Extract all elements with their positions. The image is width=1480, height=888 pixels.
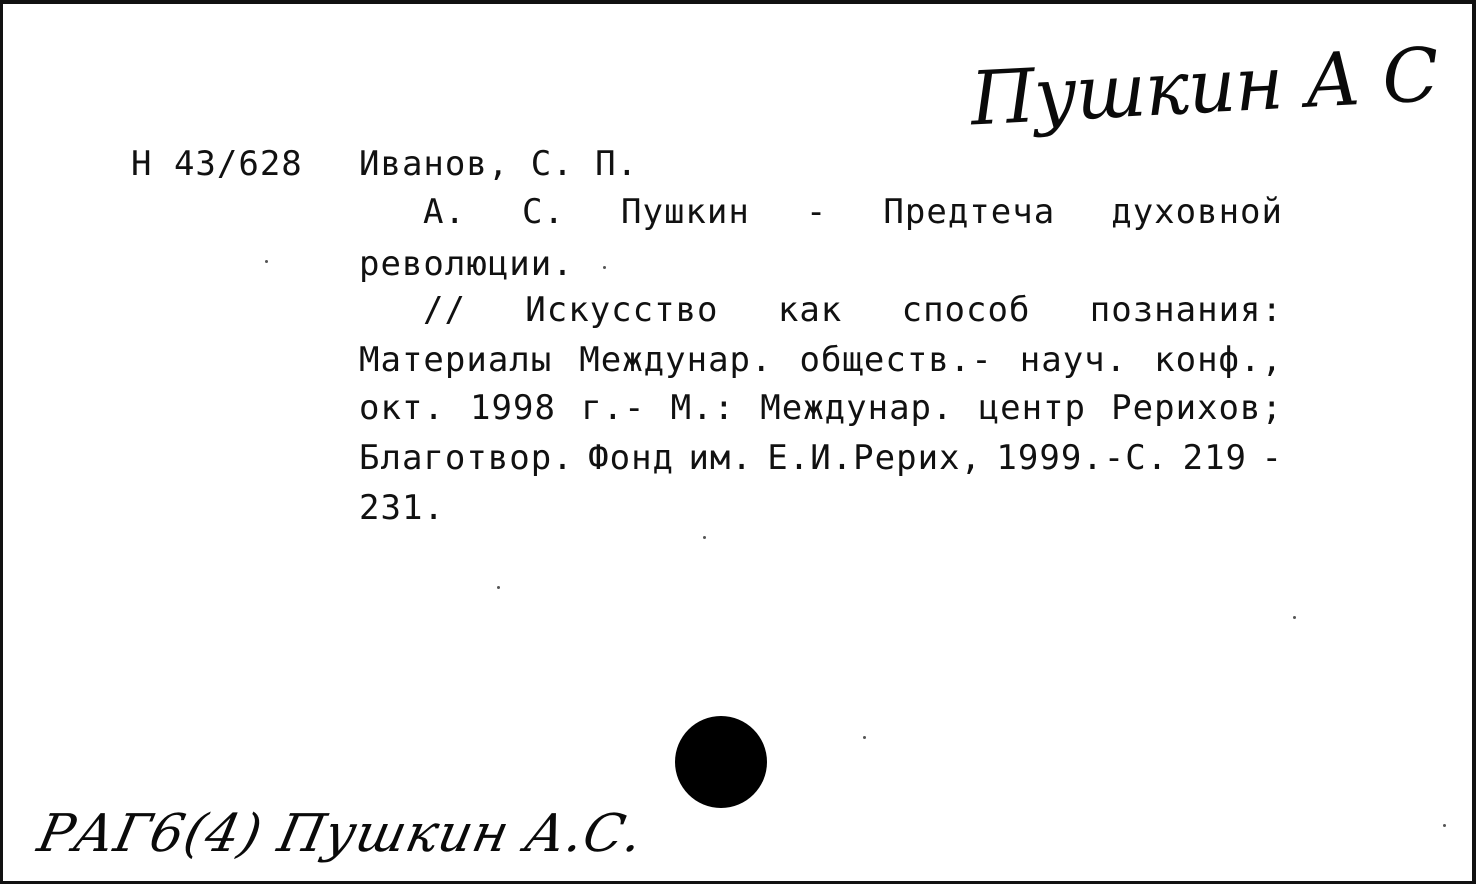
word: 1999.-С. bbox=[996, 438, 1169, 478]
word: Междунар. bbox=[579, 340, 773, 380]
word: им. bbox=[688, 438, 753, 478]
word: Материалы bbox=[359, 340, 553, 380]
author-heading: Иванов, С. П. bbox=[359, 144, 639, 184]
word: центр bbox=[978, 388, 1086, 428]
word: Искусство bbox=[525, 290, 719, 330]
title-line-1 bbox=[359, 192, 1283, 232]
word: г.- bbox=[581, 388, 646, 428]
word: науч. bbox=[1019, 340, 1128, 380]
source-line-3 bbox=[359, 388, 1283, 428]
word: окт. bbox=[359, 388, 445, 428]
word: Благотвор. bbox=[359, 438, 574, 478]
word: конф., bbox=[1154, 340, 1283, 380]
card-edge-gap bbox=[3, 0, 463, 4]
word: Пушкин bbox=[621, 192, 750, 232]
word: - bbox=[805, 192, 828, 232]
scan-speck bbox=[863, 736, 866, 739]
word: - bbox=[1261, 438, 1283, 478]
word: познания: bbox=[1089, 290, 1283, 330]
word: С. bbox=[522, 192, 565, 232]
scan-speck bbox=[1293, 616, 1296, 619]
scan-speck bbox=[703, 536, 706, 539]
word: Рерихов; bbox=[1111, 388, 1283, 428]
punch-hole bbox=[675, 716, 767, 808]
scan-speck bbox=[265, 260, 268, 263]
source-line-2 bbox=[359, 340, 1283, 380]
shelf-mark: Н 43/628 bbox=[131, 144, 303, 184]
handwritten-classification: РАГ6(4) Пушкин А.С. bbox=[32, 804, 649, 864]
word: 1998 bbox=[470, 388, 556, 428]
word: духовной bbox=[1111, 192, 1283, 232]
scan-speck bbox=[1443, 824, 1446, 827]
scan-speck bbox=[497, 586, 500, 589]
word: А. bbox=[423, 192, 466, 232]
scan-speck bbox=[603, 266, 606, 269]
word: как bbox=[777, 290, 843, 330]
word: способ bbox=[901, 290, 1031, 330]
word: // bbox=[423, 290, 466, 330]
source-line-1 bbox=[359, 290, 1283, 330]
source-line-5: 231. bbox=[359, 488, 445, 528]
word: Предтеча bbox=[883, 192, 1056, 232]
word: 219 bbox=[1182, 438, 1248, 478]
word: М.: bbox=[670, 388, 736, 428]
word: обществ.- bbox=[799, 340, 993, 380]
word: Е.И.Рерих, bbox=[767, 438, 982, 478]
handwritten-subject-heading: Пушкин А С bbox=[968, 32, 1441, 143]
title-line-2: революции. bbox=[359, 244, 574, 284]
source-line-4 bbox=[359, 438, 1283, 478]
word: Междунар. bbox=[760, 388, 954, 428]
word: Фонд bbox=[588, 438, 675, 478]
